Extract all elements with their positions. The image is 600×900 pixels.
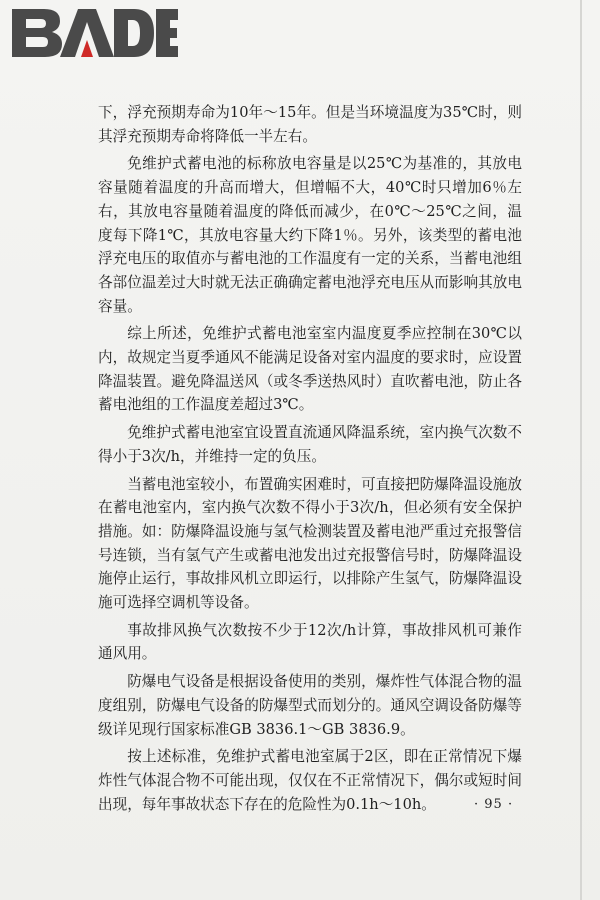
body-text xyxy=(98,101,522,816)
logo-wordmark xyxy=(8,6,178,60)
logo xyxy=(8,6,188,98)
page-number: · 95 · xyxy=(474,797,514,812)
page-edge xyxy=(580,0,582,900)
paragraph: 下，浮充预期寿命为10年～15年。但是当环境温度为35℃时，则其浮充预期寿命将降低一半左右。 xyxy=(98,104,522,145)
paragraph: 免维护式蓄电池室宜设置直流通风降温系统，室内换气次数不得小于3次/h，并维持一定的负压。 xyxy=(98,424,522,465)
paragraph: 免维护式蓄电池的标称放电容量是以25℃为基准的，其放电容量随着温度的升高而增大，但增幅不大，40℃时只增加6％左右，其放电容量随着温度的降低而减少，在0℃～25℃之间，温度每下降1℃，其放电容量大约下降1％。另外，该类型的蓄电池浮充电压的取值亦与蓄电池的工作温度有一定的关系，当蓄电池组各部位温差过大时就无法正确确定蓄电池浮充电压从而影响其放电容量。 xyxy=(98,155,522,315)
paragraph: 防爆电气设备是根据设备使用的类别，爆炸性气体混合物的温度组别，防爆电气设备的防爆型式而划分的。通风空调设备防爆等级详见现行国家标准GB 3836.1～GB 3836.9。 xyxy=(98,673,522,738)
paragraph: 按上述标准，免维护式蓄电池室属于2区，即在正常情况下爆炸性气体混合物不可能出现，仅仅在不正常情况下，偶尔或短时间出现，每年事故状态下存在的危险性为0.1h～10h。 xyxy=(98,748,522,813)
paragraph: 事故排风换气次数按不少于12次/h计算，事故排风机可兼作通风用。 xyxy=(98,621,522,663)
paragraph: 当蓄电池室较小，布置确实困难时，可直接把防爆降温设施放在蓄电池室内，室内换气次数不得小于3次/h，但必须有安全保护措施。如：防爆降温设施与氢气检测装置及蓄电池严重过充报警信号连锁，当有氢气产生或蓄电池发出过充报警信号时，防爆降温设施停止运行，事故排风机立即运行，以排除产生氢气，防爆降温设施可选择空调机等设备。 xyxy=(98,475,522,612)
paragraph: 综上所述，免维护式蓄电池室室内温度夏季应控制在30℃以内，故规定当夏季通风不能满足设备对室内温度的要求时，应设置降温装置。避免降温送风（或冬季送热风时）直吹蓄电池，防止各蓄电池组的工作温度差超过3℃。 xyxy=(98,325,522,414)
